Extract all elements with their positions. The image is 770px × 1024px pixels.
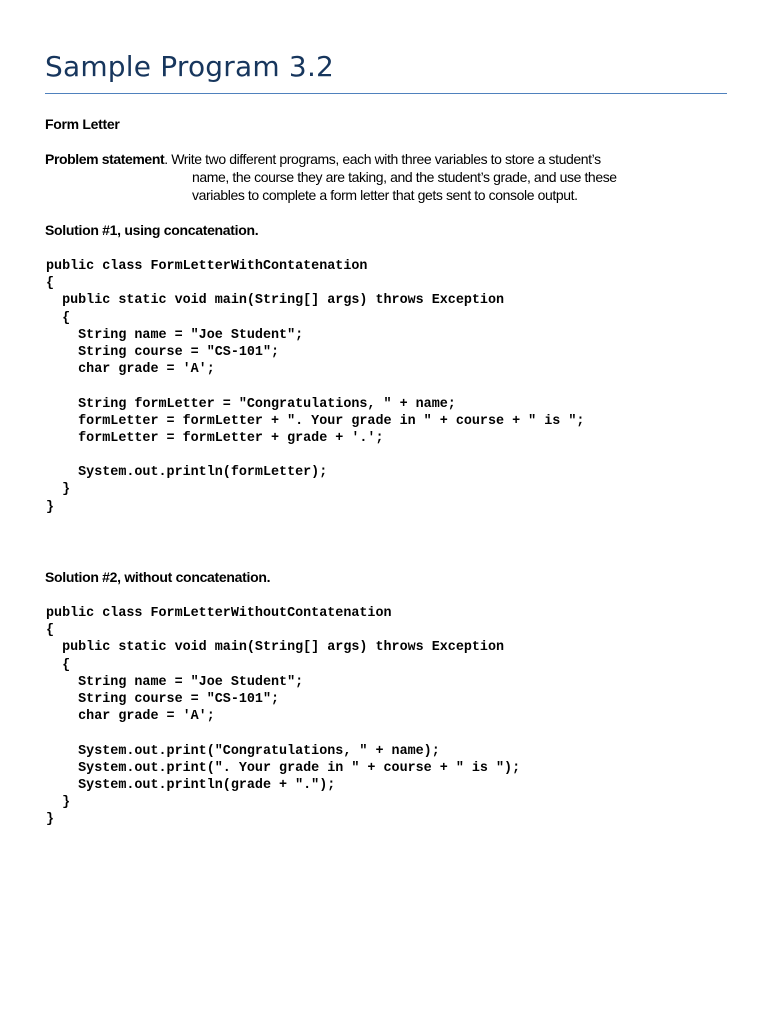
- solution-1-code-block: [46, 258, 584, 516]
- code-line: char grade = 'A';: [46, 362, 215, 378]
- code-line: System.out.print("Congratulations, " + name);: [46, 743, 440, 759]
- solution-2-code-block: [46, 605, 520, 828]
- title-divider: [45, 93, 727, 94]
- code-line: String course = "CS-101";: [46, 344, 280, 360]
- problem-text-line-3: variables to complete a form letter that gets sent to console output.: [192, 187, 578, 203]
- code-line: System.out.println(grade + ".");: [46, 777, 336, 793]
- code-line: }: [46, 795, 71, 811]
- code-line: }: [46, 812, 55, 828]
- code-line: {: [46, 623, 55, 639]
- code-line: String name = "Joe Student";: [46, 674, 304, 690]
- code-line: public static void main(String[] args) throws Exception: [46, 640, 505, 656]
- problem-text-line-1: . Write two different programs, each with three variables to store a student’s: [164, 151, 601, 167]
- code-line: char grade = 'A';: [46, 709, 215, 725]
- code-line: formLetter = formLetter + grade + '.';: [46, 430, 384, 446]
- code-line: [46, 447, 584, 464]
- code-line: String name = "Joe Student";: [46, 327, 304, 343]
- code-line: String course = "CS-101";: [46, 691, 280, 707]
- code-line: formLetter = formLetter + ". Your grade in " + course + " is ";: [46, 413, 585, 429]
- problem-label: Problem statement: [45, 151, 165, 167]
- code-line: System.out.println(formLetter);: [46, 465, 328, 481]
- code-line: }: [46, 499, 55, 515]
- form-letter-heading: Form Letter: [45, 116, 120, 132]
- code-line: public class FormLetterWithoutContatenation: [46, 606, 392, 621]
- code-line: {: [46, 310, 71, 326]
- problem-text-line-2: name, the course they are taking, and the student’s grade, and use these: [192, 169, 617, 185]
- code-line: {: [46, 276, 55, 292]
- page-title: Sample Program 3.2: [45, 50, 335, 83]
- problem-statement: [45, 150, 727, 204]
- code-line: [46, 378, 584, 395]
- code-line: String formLetter = "Congratulations, " + name;: [46, 396, 456, 412]
- code-line: }: [46, 482, 71, 498]
- solution-1-heading: Solution #1, using concatenation.: [45, 222, 259, 238]
- code-line: System.out.print(". Your grade in " + course + " is ");: [46, 760, 521, 776]
- code-line: {: [46, 657, 71, 673]
- code-line: public class FormLetterWithContatenation: [46, 259, 368, 274]
- code-line: public static void main(String[] args) throws Exception: [46, 293, 505, 309]
- solution-2-heading: Solution #2, without concatenation.: [45, 569, 271, 585]
- code-line: [46, 725, 520, 742]
